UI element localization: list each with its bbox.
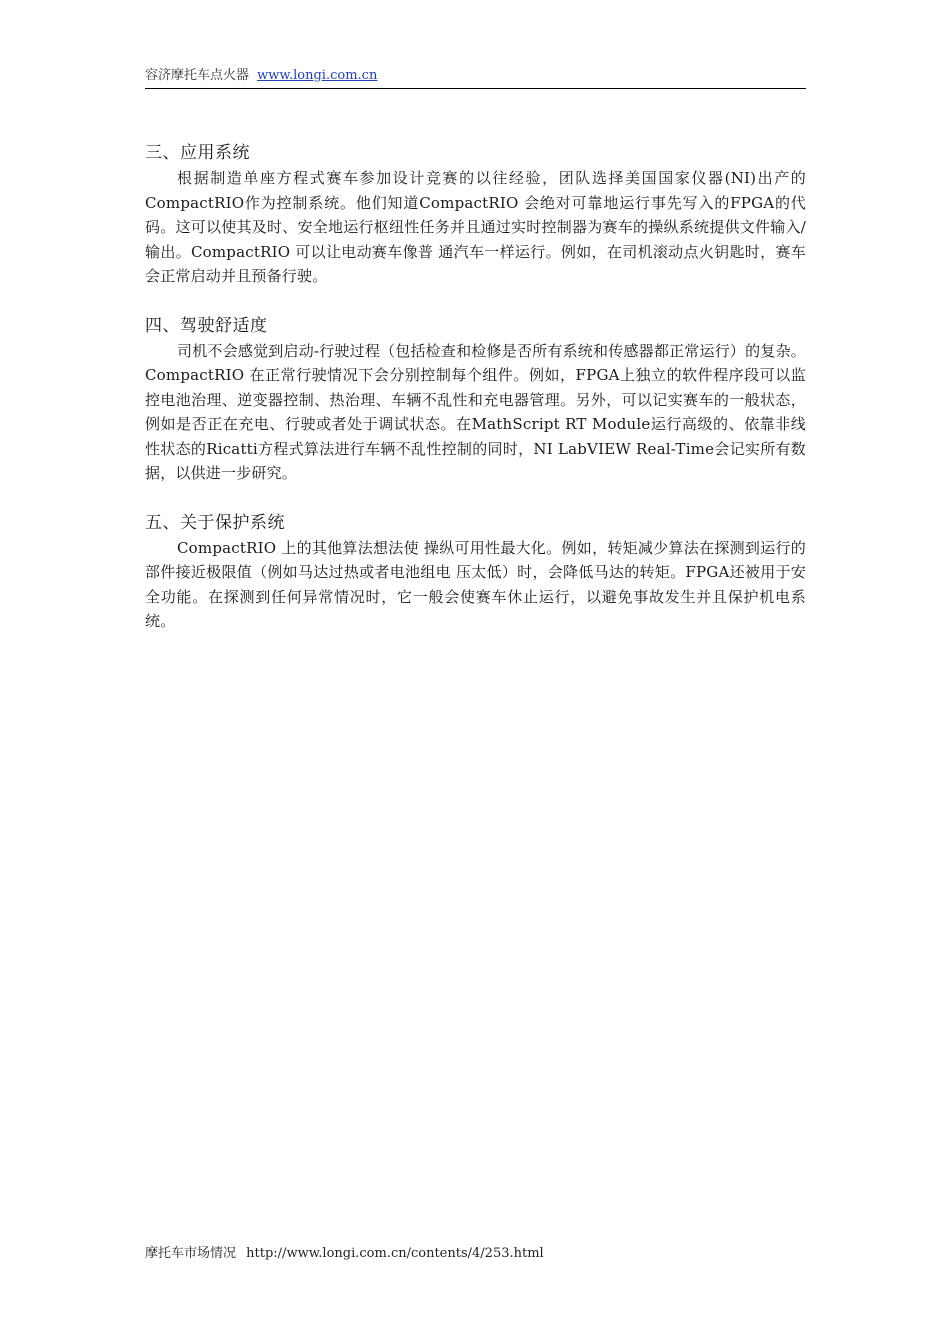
section-paragraph: 司机不会感觉到启动-行驶过程（包括检查和检修是否所有系统和传感器都正常运行）的复杂。CompactRIO 在正常行驶情况下会分别控制每个组件。例如，FPGA上独立的软件程序段可以监控电池治理、逆变器控制、热治理、车辆不乱性和充电器管理。另外，可以记实赛车的一般状态，例如是否正在充电、行驶或者处于调试状态。在MathScript RT Module运行高级的、依靠非线性状态的Ricatti方程式算法进行车辆不乱性控制的同时，NI LabVIEW Real-Time会记实所有数据，以供进一步研究。 (145, 341, 806, 482)
header-divider (145, 88, 806, 89)
section-heading: 五、关于保护系统 (145, 512, 285, 533)
footer-label: 摩托车市场情况 (145, 1246, 237, 1261)
section-heading: 三、应用系统 (145, 143, 250, 163)
page-header (145, 66, 806, 86)
header-site-name: 容济摩托车点火器 (145, 68, 250, 83)
document-body (145, 140, 806, 658)
section-paragraph: 根据制造单座方程式赛车参加设计竞赛的以往经验，团队选择美国国家仪器(NI)出产的CompactRIO作为控制系统。他们知道CompactRIO 会绝对可靠地运行事先写入的FPGA的代码。这可以使其及时、安全地运行枢纽性任务并且通过实时控制器为赛车的操纵系统提供文件输入/输出。CompactRIO 可以让电动赛车像普 通汽车一样运行。例如，在司机滚动点火钥匙时，赛车会正常启动并且预备行驶。 (145, 169, 806, 285)
footer-url[interactable]: http://www.longi.com.cn/contents/4/253.html (246, 1246, 544, 1261)
page-footer (145, 1244, 544, 1264)
section-heading: 四、驾驶舒适度 (145, 315, 268, 336)
section-paragraph: CompactRIO 上的其他算法想法使 操纵可用性最大化。例如，转矩减少算法在探测到运行的部件接近极限值（例如马达过热或者电池组电 压太低）时，会降低马达的转矩。FPGA还被用于安全功能。在探测到任何异常情况时，它一般会使赛车休止运行，以避免事故发生并且保护机电系统。 (145, 538, 806, 630)
section-protection-system (145, 510, 806, 634)
section-application-system (145, 140, 806, 289)
section-driving-comfort (145, 313, 806, 486)
header-site-link[interactable]: www.longi.com.cn (257, 68, 378, 83)
